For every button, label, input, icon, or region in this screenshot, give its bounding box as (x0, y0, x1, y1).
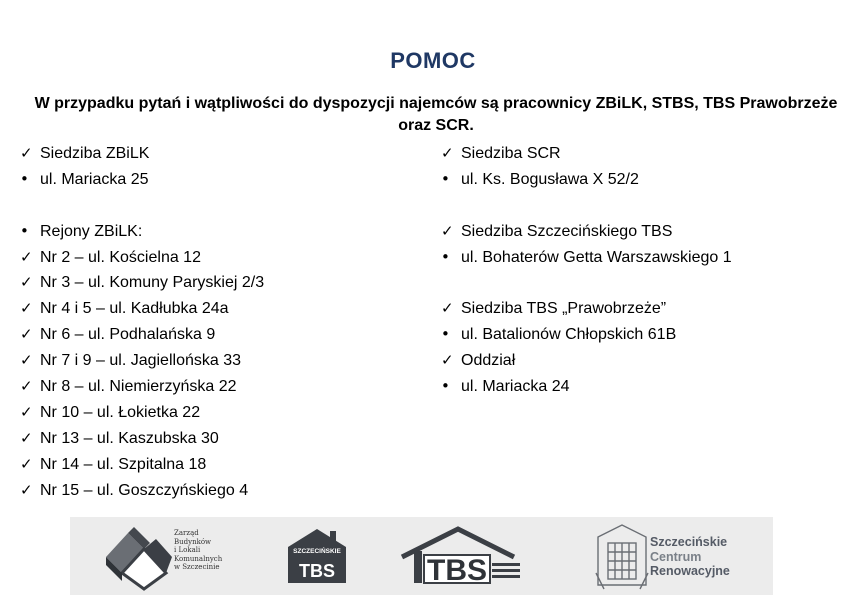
checkmark-icon: ✓ (441, 351, 454, 370)
zbilk-line: Zarząd (174, 529, 199, 537)
partner-logos-strip (70, 517, 773, 595)
list-item-text: ul. Bohaterów Getta Warszawskiego 1 (461, 248, 732, 266)
scr-logo (594, 517, 769, 595)
tbs-roof-icon (398, 517, 528, 595)
scr-name (650, 535, 730, 579)
tbs-label: TBS (427, 554, 487, 587)
list-item-text: Oddział (461, 352, 516, 370)
scr-building-icon (594, 517, 650, 595)
list-item-text: ul. Mariacka 25 (40, 170, 149, 188)
list-item-text: Siedziba TBS „Prawobrzeże” (461, 300, 667, 318)
right-contact-list (441, 141, 732, 400)
scr-line: Szczecińskie (650, 535, 728, 549)
zbilk-logo (98, 517, 258, 595)
list-item (441, 245, 732, 271)
list-item (441, 322, 732, 348)
checkmark-icon: ✓ (20, 402, 33, 421)
list-item-text: ul. Ks. Bogusława X 52/2 (461, 170, 639, 188)
list-item (441, 348, 732, 374)
list-item-text: Nr 10 – ul. Łokietka 22 (40, 403, 201, 421)
checkmark-icon: ✓ (20, 273, 33, 292)
checkmark-icon: ✓ (20, 325, 33, 344)
bullet-icon: • (441, 377, 450, 396)
page-title: POMOC (390, 48, 476, 73)
list-item (20, 296, 264, 322)
list-item-text: Nr 2 – ul. Kościelna 12 (40, 248, 201, 266)
checkmark-icon: ✓ (20, 377, 33, 396)
list-item-text: Nr 7 i 9 – ul. Jagiellońska 33 (40, 352, 241, 370)
left-contact-list (20, 141, 264, 503)
list-item (20, 141, 264, 167)
list-item-text: Siedziba SCR (461, 145, 561, 162)
checkmark-icon: ✓ (20, 247, 33, 266)
list-item (20, 245, 264, 271)
list-item (20, 374, 264, 400)
zbilk-line: i Lokali (174, 546, 201, 555)
stbs-house-icon (282, 517, 352, 595)
list-item-text: ul. Mariacka 24 (461, 378, 570, 396)
zbilk-line: w Szczecinie (174, 563, 220, 572)
list-item (441, 219, 732, 245)
bullet-icon: • (441, 247, 450, 266)
list-item (20, 348, 264, 374)
checkmark-icon: ✓ (20, 454, 33, 473)
zbilk-name (174, 529, 222, 572)
list-item-text: Siedziba Szczecińskiego TBS (461, 222, 673, 240)
list-item (441, 167, 732, 193)
bullet-icon: • (441, 169, 450, 188)
list-item-text: ul. Batalionów Chłopskich 61B (461, 326, 677, 344)
stbs-big-label: TBS (299, 561, 335, 581)
list-item (20, 426, 264, 452)
checkmark-icon: ✓ (20, 428, 33, 447)
list-item (20, 219, 264, 245)
checkmark-icon: ✓ (20, 351, 33, 370)
list-item-text: Nr 8 – ul. Niemierzyńska 22 (40, 378, 237, 396)
list-item (441, 141, 732, 167)
intro-text: W przypadku pytań i wątpliwości do dyspozycji najemców są pracownicy ZBiLK, STBS, TBS Prawobrzeże oraz SCR. (34, 95, 838, 134)
scr-line: Centrum (650, 549, 702, 564)
list-item (20, 452, 264, 478)
list-item-text: Nr 14 – ul. Szpitalna 18 (40, 455, 207, 473)
list-spacer (441, 193, 732, 219)
list-spacer (20, 193, 264, 219)
list-item (20, 400, 264, 426)
checkmark-icon: ✓ (20, 144, 33, 162)
list-item-text: Rejony ZBiLK: (40, 222, 143, 240)
list-item (441, 374, 732, 400)
checkmark-icon: ✓ (20, 480, 33, 499)
checkmark-icon: ✓ (441, 221, 454, 240)
scr-line: Renowacyjne (650, 564, 730, 578)
stbs-small-label: SZCZECIŃSKIE (293, 548, 341, 555)
list-item (20, 322, 264, 348)
list-item-text: Nr 3 – ul. Komuny Paryskiej 2/3 (40, 274, 265, 292)
zbilk-line: Budynków (174, 537, 212, 546)
list-item (441, 296, 732, 322)
list-item-text: Nr 6 – ul. Podhalańska 9 (40, 326, 216, 344)
list-spacer (441, 270, 732, 296)
bullet-icon: • (20, 221, 29, 240)
list-item (20, 167, 264, 193)
list-item (20, 270, 264, 296)
zbilk-emblem-icon (98, 517, 178, 595)
list-item-text: Nr 15 – ul. Goszczyńskiego 4 (40, 481, 249, 499)
checkmark-icon: ✓ (441, 144, 454, 162)
stbs-logo (282, 517, 352, 595)
bullet-icon: • (441, 325, 450, 344)
list-item-text: Siedziba ZBiLK (40, 145, 150, 162)
zbilk-line: Komunalnych (174, 554, 223, 563)
bullet-icon: • (20, 169, 29, 188)
checkmark-icon: ✓ (20, 299, 33, 318)
list-item-text: Nr 13 – ul. Kaszubska 30 (40, 429, 219, 447)
tbs-prawobrzeze-logo (398, 517, 528, 595)
list-item-text: Nr 4 i 5 – ul. Kadłubka 24a (40, 300, 229, 318)
checkmark-icon: ✓ (441, 299, 454, 318)
list-item (20, 478, 264, 504)
